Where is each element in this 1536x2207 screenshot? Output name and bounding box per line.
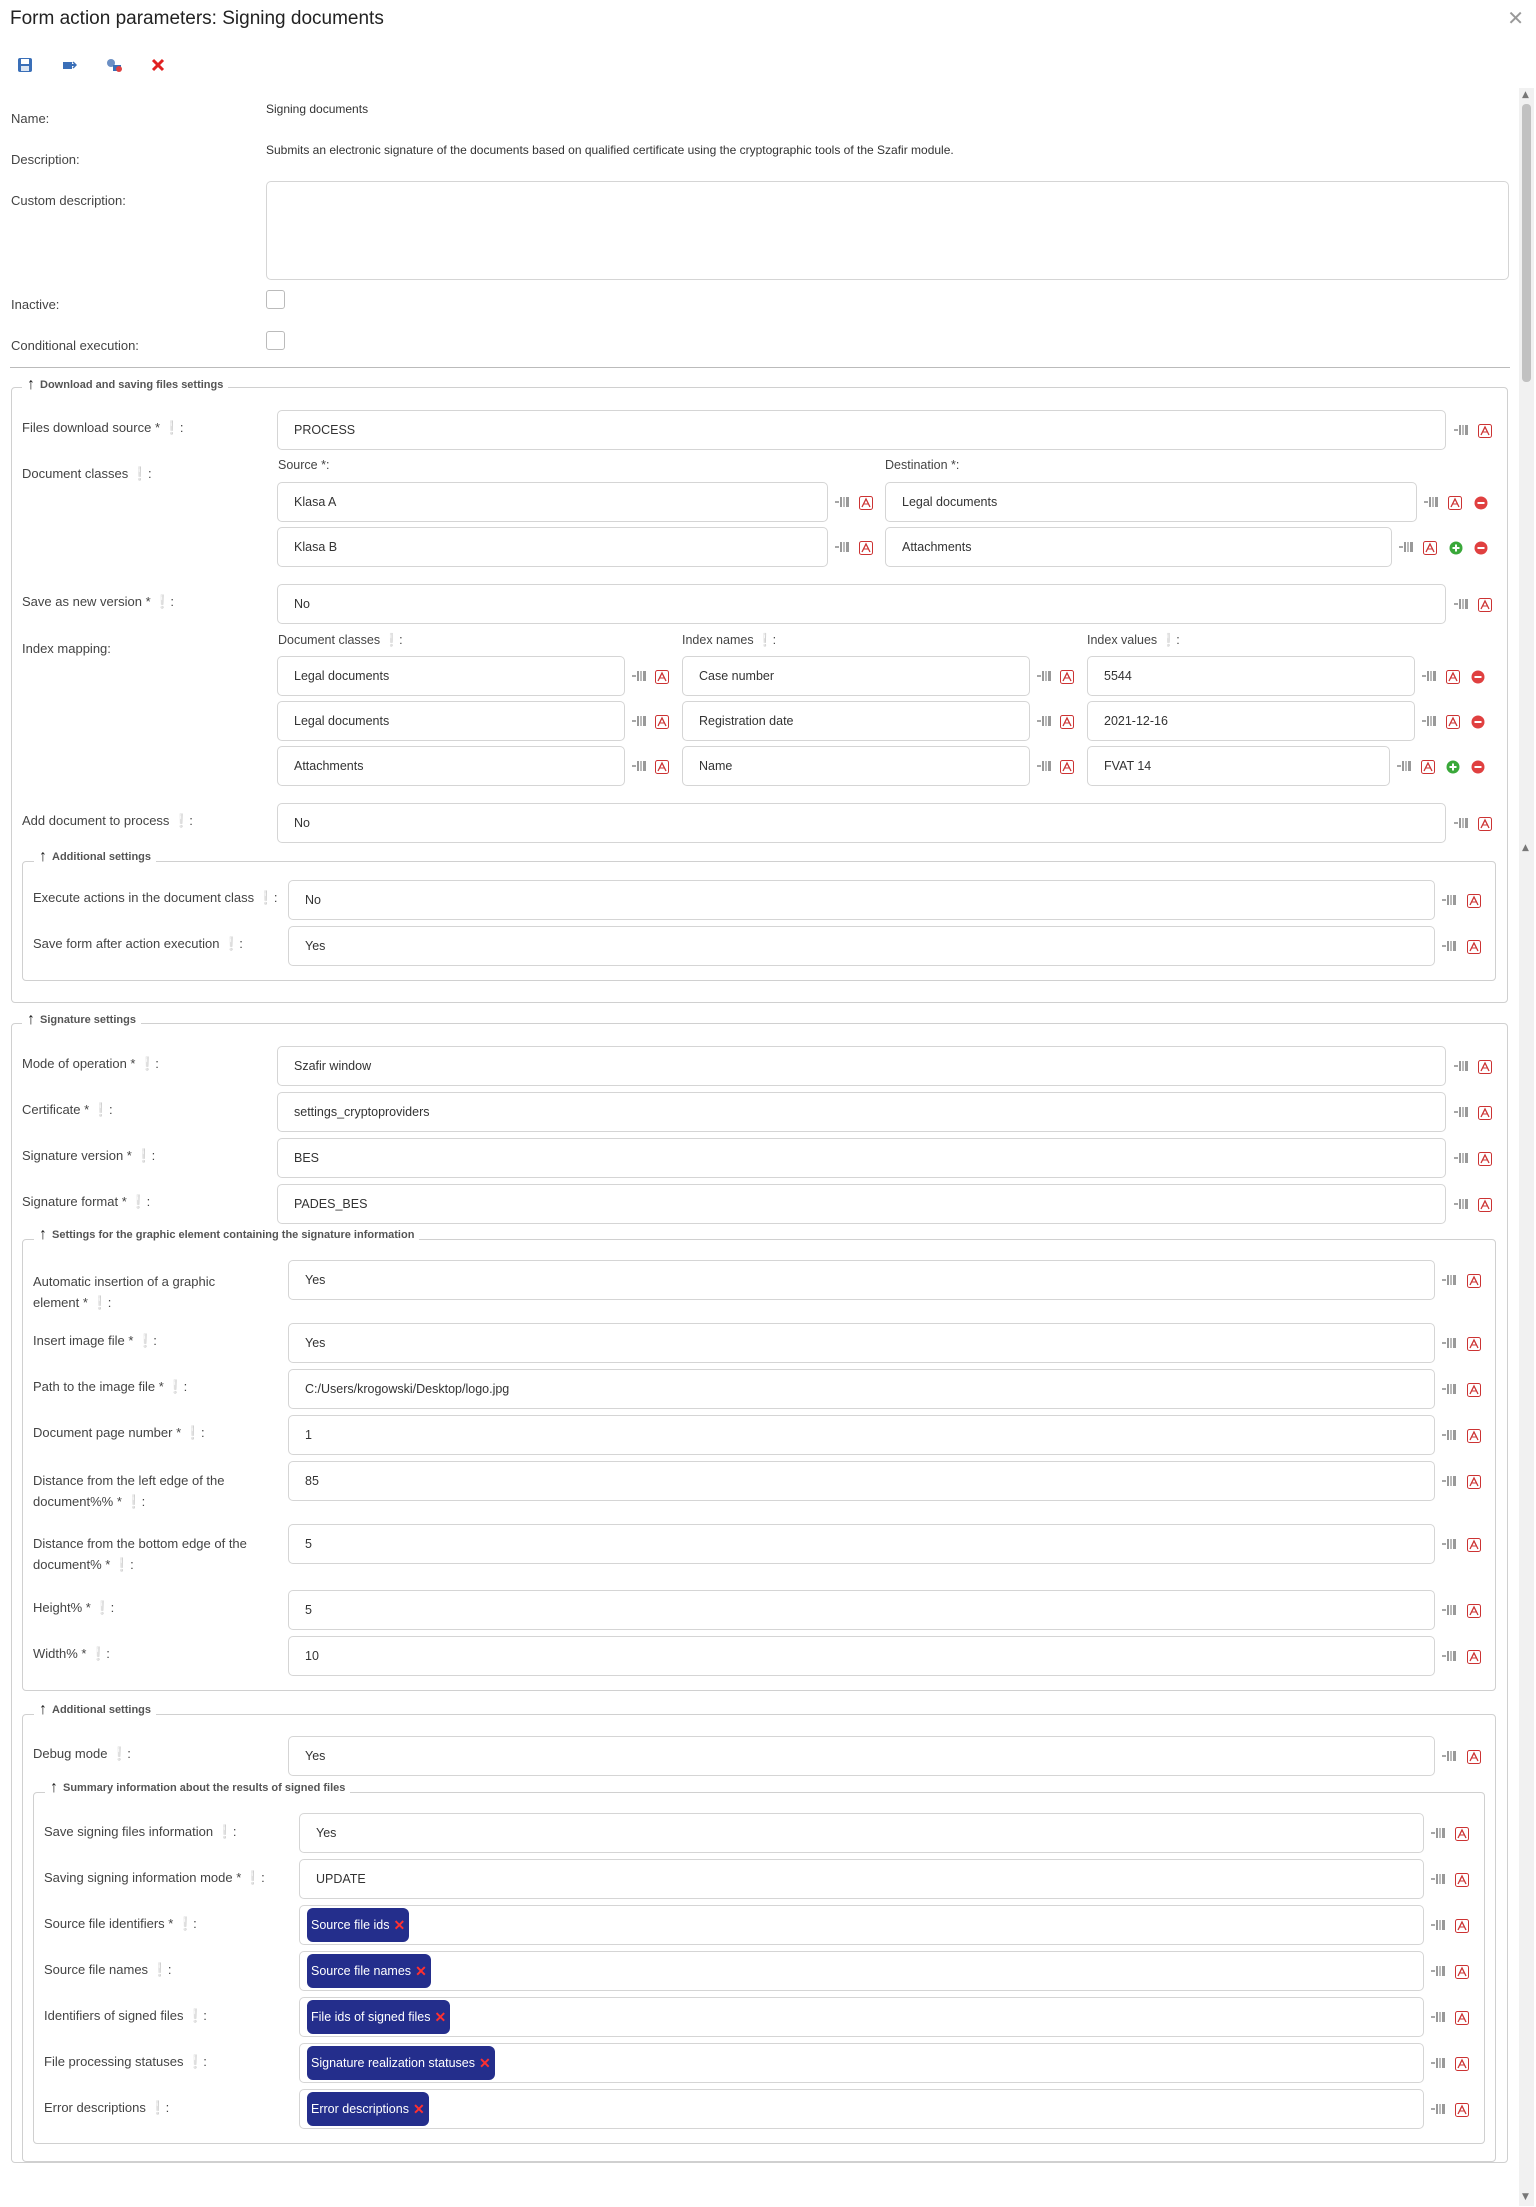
scrollbar[interactable]	[1519, 88, 1534, 2206]
save-info-label: Save signing files information ❕:	[44, 1824, 237, 1839]
save-form-field[interactable]: Yes	[288, 926, 1435, 966]
left-distance-label	[33, 1470, 225, 1512]
signature-legend-text: Signature settings	[40, 1014, 136, 1026]
variable-picker-icon[interactable]	[1421, 669, 1437, 683]
variable-picker-icon[interactable]	[1441, 1382, 1457, 1396]
clear-value-icon[interactable]	[1478, 1197, 1492, 1211]
save-info-field[interactable]: Yes	[299, 1813, 1424, 1853]
clear-value-icon[interactable]	[1467, 1537, 1481, 1551]
variable-picker-icon[interactable]	[1036, 669, 1052, 683]
clear-value-icon[interactable]	[1448, 495, 1462, 509]
variable-picker-icon[interactable]	[631, 759, 647, 773]
variable-picker-icon[interactable]	[1421, 714, 1437, 728]
signed-ids-field[interactable]	[299, 1997, 1424, 2037]
destination-header: Destination *:	[885, 458, 960, 472]
destination-field[interactable]: Legal documents	[885, 482, 1417, 522]
source-header: Source *:	[278, 458, 330, 472]
variable-picker-icon[interactable]	[1453, 423, 1469, 437]
close-icon[interactable]: ✕	[1507, 6, 1524, 30]
exec-actions-field[interactable]: No	[288, 880, 1435, 920]
download-additional-legend-text: Additional settings	[52, 851, 151, 863]
remove-tag-icon[interactable]: ✕	[412, 2100, 425, 2117]
clear-value-icon[interactable]	[859, 540, 873, 554]
download-additional-legend[interactable]	[34, 848, 156, 865]
collapse-arrow-icon[interactable]: ↑	[39, 848, 47, 865]
download-legend-text: Download and saving files settings	[40, 379, 224, 391]
clear-value-icon[interactable]	[1478, 423, 1492, 437]
clear-value-icon[interactable]	[1467, 1382, 1481, 1396]
tag-chip-label: Source file ids	[311, 1918, 390, 1932]
clear-value-icon[interactable]	[1060, 759, 1074, 773]
auto-insert-label	[33, 1271, 215, 1313]
clear-value-icon[interactable]	[1455, 2056, 1469, 2070]
source-names-field[interactable]	[299, 1951, 1424, 1991]
index-mapping-label: Index mapping:	[22, 641, 111, 656]
custom-description-textarea[interactable]	[266, 181, 1509, 280]
source-ids-field[interactable]	[299, 1905, 1424, 1945]
label-line: document%% * ❕:	[33, 1494, 146, 1509]
clear-value-icon[interactable]	[1478, 1105, 1492, 1119]
variable-picker-icon[interactable]	[1430, 1918, 1446, 1932]
clear-value-icon[interactable]	[1423, 540, 1437, 554]
scroll-marker-icon: ▲	[1522, 843, 1529, 853]
source-names-label: Source file names ❕:	[44, 1962, 172, 1977]
conditional-label: Conditional execution:	[11, 338, 139, 353]
clear-value-icon[interactable]	[1478, 597, 1492, 611]
clear-value-icon[interactable]	[1455, 1872, 1469, 1886]
insert-image-field[interactable]: Yes	[288, 1323, 1435, 1363]
mode-field[interactable]: Szafir window	[277, 1046, 1446, 1086]
signed-ids-label: Identifiers of signed files ❕:	[44, 2008, 207, 2023]
label-line: Automatic insertion of a graphic	[33, 1274, 216, 1289]
variable-picker-icon[interactable]	[1396, 759, 1412, 773]
collapse-arrow-icon[interactable]: ↑	[39, 1701, 47, 1718]
tag-chip	[307, 2000, 450, 2034]
label-line: Distance from the bottom edge of the	[33, 1536, 247, 1551]
clear-value-icon[interactable]	[1060, 669, 1074, 683]
variable-picker-icon[interactable]	[631, 669, 647, 683]
label-line: Distance from the left edge of the	[33, 1473, 225, 1488]
add-doc-field[interactable]: No	[277, 803, 1446, 843]
errors-field[interactable]	[299, 2089, 1424, 2129]
clear-value-icon[interactable]	[1478, 1059, 1492, 1073]
inactive-label: Inactive:	[11, 297, 60, 312]
save-and-close-icon[interactable]	[58, 54, 80, 76]
page-number-label: Document page number * ❕:	[33, 1425, 205, 1440]
variable-picker-icon[interactable]	[1430, 2056, 1446, 2070]
variable-picker-icon[interactable]	[1441, 1603, 1457, 1617]
source-field[interactable]: Klasa A	[277, 482, 828, 522]
errors-label: Error descriptions ❕:	[44, 2100, 170, 2115]
description-label: Description:	[11, 152, 80, 167]
name-label: Name:	[11, 111, 50, 126]
signature-version-label: Signature version * ❕:	[22, 1148, 156, 1163]
destination-field[interactable]: Attachments	[885, 527, 1392, 567]
auto-insert-field[interactable]: Yes	[288, 1260, 1435, 1300]
signature-format-label: Signature format * ❕:	[22, 1194, 151, 1209]
variable-picker-icon[interactable]	[1453, 816, 1469, 830]
save-icon[interactable]	[14, 54, 36, 76]
info-mode-field[interactable]: UPDATE	[299, 1859, 1424, 1899]
im-name-field[interactable]: Case number	[682, 656, 1030, 696]
collapse-arrow-icon[interactable]: ↑	[39, 1226, 47, 1243]
clear-value-icon[interactable]	[655, 669, 669, 683]
exec-actions-label: Execute actions in the document class ❕:	[33, 890, 278, 905]
im-value-field[interactable]: 5544	[1087, 656, 1415, 696]
certificate-label: Certificate * ❕:	[22, 1102, 113, 1117]
variable-picker-icon[interactable]	[1441, 1649, 1457, 1663]
image-path-field[interactable]: C:/Users/krogowski/Desktop/logo.jpg	[288, 1369, 1435, 1409]
statuses-field[interactable]	[299, 2043, 1424, 2083]
page-number-field[interactable]: 1	[288, 1415, 1435, 1455]
clear-value-icon[interactable]	[1467, 1336, 1481, 1350]
save-new-version-field[interactable]: No	[277, 584, 1446, 624]
description-value: Submits an electronic signature of the documents based on qualified certificate using the cryptographic tools of the Szafir module.	[266, 143, 954, 157]
bottom-distance-label	[33, 1533, 247, 1575]
test-icon[interactable]	[103, 54, 125, 76]
clear-value-icon[interactable]	[1455, 2010, 1469, 2024]
signature-version-field[interactable]: BES	[277, 1138, 1446, 1178]
clear-value-icon[interactable]	[1467, 893, 1481, 907]
clear-value-icon[interactable]	[1478, 1151, 1492, 1165]
tag-chip	[307, 2092, 429, 2126]
clear-value-icon[interactable]	[1478, 816, 1492, 830]
clear-value-icon[interactable]	[1455, 1826, 1469, 1840]
variable-picker-icon[interactable]	[1036, 759, 1052, 773]
height-label: Height% * ❕:	[33, 1600, 115, 1615]
inactive-checkbox[interactable]	[266, 290, 285, 309]
variable-picker-icon[interactable]	[1453, 1151, 1469, 1165]
remove-row-icon[interactable]	[1471, 714, 1485, 728]
width-label: Width% * ❕:	[33, 1646, 110, 1661]
im-col-values: Index values ❕:	[1087, 633, 1180, 647]
variable-picker-icon[interactable]	[1423, 495, 1439, 509]
graphic-legend[interactable]	[34, 1226, 419, 1243]
summary-legend[interactable]	[45, 1779, 350, 1796]
tag-chip	[307, 1954, 431, 1988]
bottom-distance-field[interactable]: 5	[288, 1524, 1435, 1564]
variable-picker-icon[interactable]	[1430, 1872, 1446, 1886]
custom-description-label: Custom description:	[11, 193, 126, 208]
clear-value-icon[interactable]	[1446, 669, 1460, 683]
source-ids-label: Source file identifiers * ❕:	[44, 1916, 197, 1931]
debug-mode-field[interactable]: Yes	[288, 1736, 1435, 1776]
tag-chip	[307, 2046, 495, 2080]
conditional-checkbox[interactable]	[266, 331, 285, 350]
collapse-arrow-icon[interactable]: ↑	[50, 1779, 58, 1796]
clear-value-icon[interactable]	[1467, 1749, 1481, 1763]
im-name-field[interactable]: Registration date	[682, 701, 1030, 741]
signature-additional-legend[interactable]	[34, 1701, 156, 1718]
clear-value-icon[interactable]	[1446, 714, 1460, 728]
clear-value-icon[interactable]	[859, 495, 873, 509]
clear-value-icon[interactable]	[1421, 759, 1435, 773]
add-doc-label: Add document to process ❕:	[22, 813, 193, 828]
variable-picker-icon[interactable]	[1453, 1105, 1469, 1119]
variable-picker-icon[interactable]	[1441, 1428, 1457, 1442]
name-value: Signing documents	[266, 102, 369, 116]
collapse-arrow-icon[interactable]: ↑	[27, 376, 35, 393]
files-source-label: Files download source * ❕:	[22, 420, 184, 435]
graphic-legend-text: Settings for the graphic element containing the signature information	[52, 1229, 415, 1241]
save-new-version-label: Save as new version * ❕:	[22, 594, 175, 609]
clear-value-icon[interactable]	[1467, 939, 1481, 953]
tag-chip-label: Signature realization statuses	[311, 2056, 475, 2070]
debug-mode-label: Debug mode ❕:	[33, 1746, 131, 1761]
variable-picker-icon[interactable]	[1441, 1273, 1457, 1287]
width-field[interactable]: 10	[288, 1636, 1435, 1676]
clear-value-icon[interactable]	[1455, 1964, 1469, 1978]
variable-picker-icon[interactable]	[1441, 1749, 1457, 1763]
image-path-label: Path to the image file * ❕:	[33, 1379, 188, 1394]
im-name-field[interactable]: Name	[682, 746, 1030, 786]
clear-value-icon[interactable]	[1455, 2102, 1469, 2116]
variable-picker-icon[interactable]	[1441, 939, 1457, 953]
variable-picker-icon[interactable]	[1430, 2010, 1446, 2024]
signature-legend[interactable]	[22, 1011, 141, 1028]
doc-classes-label: Document classes ❕:	[22, 466, 152, 481]
variable-picker-icon[interactable]	[1441, 1336, 1457, 1350]
remove-row-icon[interactable]	[1474, 540, 1488, 554]
tag-chip	[307, 1908, 409, 1942]
statuses-label: File processing statuses ❕:	[44, 2054, 207, 2069]
remove-row-icon[interactable]	[1474, 495, 1488, 509]
signature-additional-legend-text: Additional settings	[52, 1704, 151, 1716]
clear-value-icon[interactable]	[1467, 1649, 1481, 1663]
dialog-title: Form action parameters: Signing documents	[10, 8, 384, 29]
im-col-names: Index names ❕:	[682, 633, 777, 647]
save-form-label: Save form after action execution ❕:	[33, 936, 243, 951]
variable-picker-icon[interactable]	[1430, 1964, 1446, 1978]
variable-picker-icon[interactable]	[631, 714, 647, 728]
tag-chip-label: Source file names	[311, 1964, 412, 1978]
variable-picker-icon[interactable]	[834, 495, 850, 509]
clear-value-icon[interactable]	[1467, 1273, 1481, 1287]
clear-value-icon[interactable]	[1060, 714, 1074, 728]
remove-row-icon[interactable]	[1471, 669, 1485, 683]
scroll-up-icon[interactable]: ▲	[1522, 90, 1529, 100]
im-col-classes: Document classes ❕:	[278, 633, 403, 647]
remove-tag-icon[interactable]: ✕	[415, 1962, 427, 1979]
clear-value-icon[interactable]	[1455, 1918, 1469, 1932]
variable-picker-icon[interactable]	[834, 540, 850, 554]
remove-row-icon[interactable]	[1471, 759, 1485, 773]
tag-chip-label: Error descriptions	[311, 2102, 409, 2116]
variable-picker-icon[interactable]	[1430, 2102, 1446, 2116]
height-field[interactable]: 5	[288, 1590, 1435, 1630]
variable-picker-icon[interactable]	[1430, 1826, 1446, 1840]
im-class-field[interactable]: Attachments	[277, 746, 625, 786]
clear-value-icon[interactable]	[655, 714, 669, 728]
files-source-field[interactable]: PROCESS	[277, 410, 1446, 450]
variable-picker-icon[interactable]	[1441, 1474, 1457, 1488]
clear-value-icon[interactable]	[1467, 1603, 1481, 1617]
delete-icon[interactable]	[147, 54, 169, 76]
scroll-down-icon[interactable]: ▼	[1522, 2192, 1529, 2202]
remove-tag-icon[interactable]: ✕	[478, 2054, 491, 2071]
im-class-field[interactable]: Legal documents	[277, 656, 625, 696]
im-value-field[interactable]: FVAT 14	[1087, 746, 1390, 786]
variable-picker-icon[interactable]	[1453, 597, 1469, 611]
variable-picker-icon[interactable]	[1036, 714, 1052, 728]
signature-format-field[interactable]: PADES_BES	[277, 1184, 1446, 1224]
scrollbar-thumb[interactable]	[1522, 104, 1531, 382]
info-mode-label: Saving signing information mode * ❕:	[44, 1870, 265, 1885]
label-line: element * ❕:	[33, 1295, 112, 1310]
variable-picker-icon[interactable]	[1453, 1059, 1469, 1073]
insert-image-label: Insert image file * ❕:	[33, 1333, 157, 1348]
source-field[interactable]: Klasa B	[277, 527, 828, 567]
divider	[10, 367, 1510, 368]
variable-picker-icon[interactable]	[1441, 893, 1457, 907]
add-row-icon[interactable]	[1446, 759, 1460, 773]
variable-picker-icon[interactable]	[1398, 540, 1414, 554]
collapse-arrow-icon[interactable]: ↑	[27, 1011, 35, 1028]
im-class-field[interactable]: Legal documents	[277, 701, 625, 741]
download-legend[interactable]	[22, 376, 228, 393]
add-row-icon[interactable]	[1449, 540, 1463, 554]
clear-value-icon[interactable]	[1467, 1474, 1481, 1488]
remove-tag-icon[interactable]: ✕	[434, 2008, 447, 2025]
mode-label: Mode of operation * ❕:	[22, 1056, 159, 1071]
left-distance-field[interactable]: 85	[288, 1461, 1435, 1501]
variable-picker-icon[interactable]	[1441, 1537, 1457, 1551]
remove-tag-icon[interactable]: ✕	[393, 1916, 406, 1933]
im-value-field[interactable]: 2021-12-16	[1087, 701, 1415, 741]
summary-legend-text: Summary information about the results of signed files	[63, 1782, 346, 1794]
variable-picker-icon[interactable]	[1453, 1197, 1469, 1211]
clear-value-icon[interactable]	[1467, 1428, 1481, 1442]
tag-chip-label: File ids of signed files	[311, 2010, 431, 2024]
label-line: document% * ❕:	[33, 1557, 134, 1572]
clear-value-icon[interactable]	[655, 759, 669, 773]
certificate-field[interactable]: settings_cryptoproviders	[277, 1092, 1446, 1132]
